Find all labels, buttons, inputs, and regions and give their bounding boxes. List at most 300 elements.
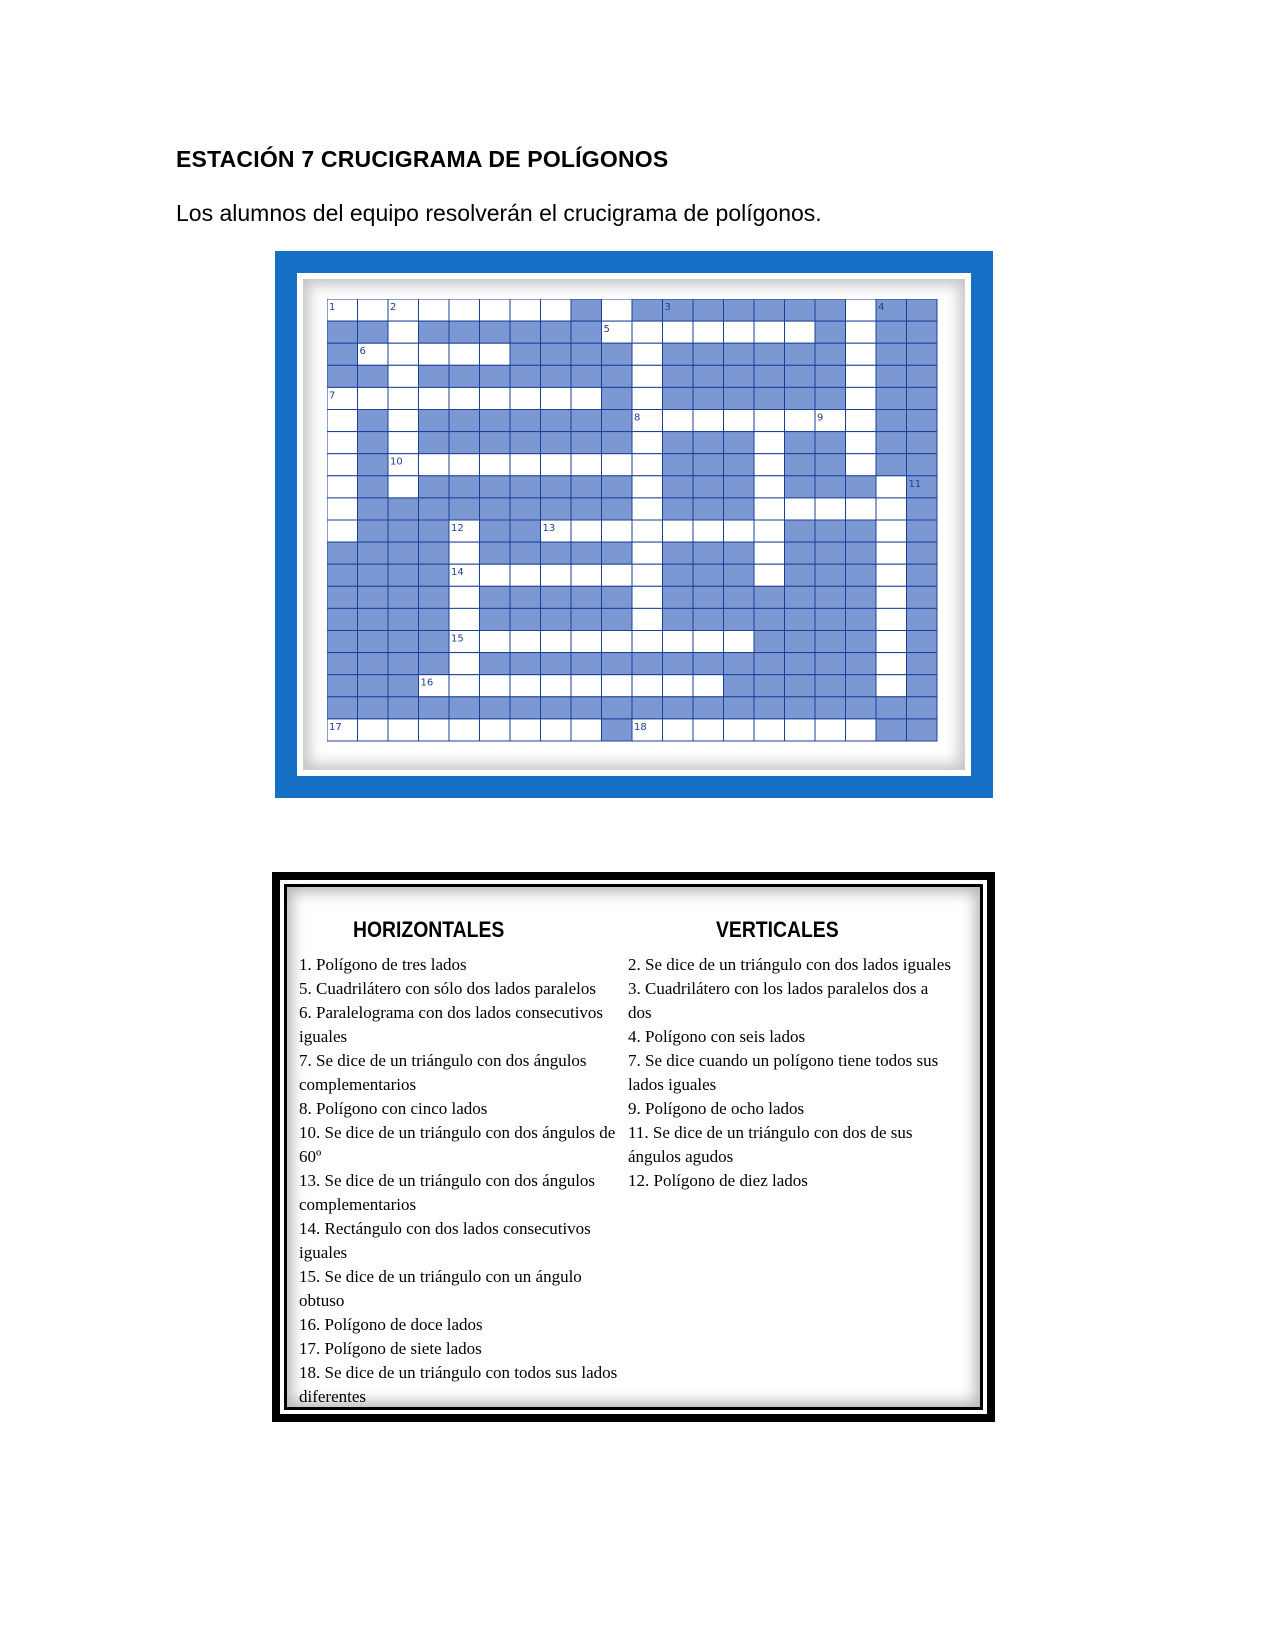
crossword-cell-open[interactable] xyxy=(754,432,785,454)
crossword-cell-block xyxy=(754,653,785,675)
crossword-cell-open[interactable] xyxy=(449,454,480,476)
crossword-cell-block xyxy=(754,675,785,697)
crossword-cell-open[interactable] xyxy=(632,586,663,608)
crossword-cell-block xyxy=(327,343,358,365)
crossword-cell-open[interactable] xyxy=(541,564,572,586)
crossword-cell-block xyxy=(571,586,602,608)
crossword-cell-open[interactable] xyxy=(754,564,785,586)
crossword-cell-open[interactable] xyxy=(510,564,541,586)
crossword-cell-block xyxy=(815,299,846,321)
crossword-cell-block xyxy=(754,697,785,719)
clue-line: 9. Polígono de ocho lados xyxy=(628,1099,805,1118)
crossword-cell-open[interactable] xyxy=(602,299,633,321)
crossword-cell-open[interactable] xyxy=(785,719,816,741)
clue-number: 2 xyxy=(390,302,397,313)
crossword-cell-open[interactable] xyxy=(510,299,541,321)
crossword-cell-block xyxy=(327,697,358,719)
crossword-cell-open[interactable] xyxy=(846,299,877,321)
crossword-cell-open[interactable] xyxy=(571,454,602,476)
crossword-cell-open[interactable] xyxy=(815,498,846,520)
crossword-cell-open[interactable] xyxy=(876,675,907,697)
crossword-cell-block xyxy=(541,542,572,564)
crossword-cell-open[interactable] xyxy=(388,321,419,343)
crossword-cell-block xyxy=(693,343,724,365)
crossword-cell-block xyxy=(846,697,877,719)
crossword-cell-open[interactable] xyxy=(419,454,450,476)
crossword-cell-open[interactable] xyxy=(846,321,877,343)
crossword-cell-block xyxy=(388,653,419,675)
horizontal-heading: HORIZONTALES xyxy=(353,917,505,942)
crossword-cell-open[interactable] xyxy=(632,365,663,387)
crossword-cell-block xyxy=(571,432,602,454)
crossword-cell-block xyxy=(480,432,511,454)
crossword-cell-block xyxy=(663,653,694,675)
crossword-cell-block xyxy=(876,719,907,741)
crossword-cell-block xyxy=(571,542,602,564)
crossword-cell-open[interactable] xyxy=(541,454,572,476)
crossword-cell-block xyxy=(419,410,450,432)
clue-line: 16. Polígono de doce lados xyxy=(299,1315,483,1334)
crossword-cell-block xyxy=(388,697,419,719)
crossword-cell-open[interactable] xyxy=(663,719,694,741)
crossword-cell-block xyxy=(724,697,755,719)
crossword-cell-block xyxy=(480,321,511,343)
crossword-cell-open[interactable] xyxy=(693,410,724,432)
crossword-cell-block xyxy=(388,564,419,586)
crossword-cell-open[interactable] xyxy=(541,387,572,409)
horizontal-clues xyxy=(299,953,629,1409)
crossword-cell-open[interactable] xyxy=(632,520,663,542)
crossword-cell-open[interactable] xyxy=(632,675,663,697)
crossword-cell-block xyxy=(388,586,419,608)
clue-number: 6 xyxy=(359,346,366,358)
crossword-cell-open[interactable] xyxy=(541,719,572,741)
crossword-cell-block xyxy=(602,365,633,387)
crossword-cell-block xyxy=(907,697,938,719)
crossword-cell-block xyxy=(419,653,450,675)
crossword-cell-block xyxy=(571,697,602,719)
crossword-cell-open[interactable] xyxy=(876,520,907,542)
crossword-cell-open[interactable] xyxy=(571,631,602,653)
clue-line: 14. Rectángulo con dos lados consecutivos xyxy=(299,1219,591,1238)
crossword-cell-block xyxy=(724,586,755,608)
crossword-cell-block xyxy=(907,675,938,697)
crossword-cell-open[interactable] xyxy=(846,343,877,365)
crossword-cell-open[interactable] xyxy=(754,321,785,343)
crossword-cell-open[interactable] xyxy=(327,476,358,498)
clue-number: 17 xyxy=(329,721,342,733)
crossword-cell-block xyxy=(876,454,907,476)
crossword-cell-open[interactable] xyxy=(846,719,877,741)
crossword-cell-open[interactable] xyxy=(449,675,480,697)
crossword-cell-block xyxy=(510,365,541,387)
clue-line: 5. Cuadrilátero con sólo dos lados paralelos xyxy=(299,979,596,998)
crossword-cell-block xyxy=(907,631,938,653)
clue-number: 16 xyxy=(420,677,434,689)
crossword-cell-block xyxy=(419,542,450,564)
crossword-cell-block xyxy=(876,365,907,387)
crossword-cell-open[interactable] xyxy=(785,498,816,520)
crossword-cell-open[interactable] xyxy=(602,675,633,697)
crossword-cell-block xyxy=(785,653,816,675)
crossword-cell-block xyxy=(449,365,480,387)
crossword-cell-block xyxy=(785,675,816,697)
crossword-cell-open[interactable] xyxy=(541,631,572,653)
crossword-cell-block xyxy=(480,476,511,498)
clue-line: 11. Se dice de un triángulo con dos de sus xyxy=(628,1123,913,1142)
crossword-cell-open[interactable] xyxy=(632,321,663,343)
crossword-cell-open[interactable] xyxy=(632,631,663,653)
crossword-cell-block xyxy=(449,498,480,520)
crossword-cell-block xyxy=(876,343,907,365)
crossword-cell-open[interactable] xyxy=(876,564,907,586)
crossword-cell-open[interactable] xyxy=(449,608,480,630)
crossword-cell-open[interactable] xyxy=(754,454,785,476)
crossword-cell-open[interactable] xyxy=(785,410,816,432)
crossword-cell-open[interactable] xyxy=(388,432,419,454)
crossword-cell-block xyxy=(663,586,694,608)
crossword-cell-block xyxy=(907,343,938,365)
crossword-cell-block xyxy=(846,520,877,542)
crossword-cell-open[interactable] xyxy=(846,410,877,432)
crossword-cell-open[interactable] xyxy=(419,299,450,321)
crossword-cell-block xyxy=(541,608,572,630)
crossword-cell-block xyxy=(907,299,938,321)
crossword-cell-block xyxy=(907,365,938,387)
crossword-cell-block xyxy=(724,542,755,564)
crossword-cell-open[interactable] xyxy=(602,631,633,653)
clue-line: iguales xyxy=(299,1027,348,1046)
crossword-cell-open[interactable] xyxy=(480,299,511,321)
crossword-cell-block xyxy=(510,432,541,454)
crossword-cell-open[interactable] xyxy=(693,675,724,697)
crossword-cell-block xyxy=(724,498,755,520)
crossword-cell-block xyxy=(785,365,816,387)
crossword-cell-open[interactable] xyxy=(724,410,755,432)
crossword-cell-block xyxy=(846,631,877,653)
crossword-cell-block xyxy=(358,675,389,697)
crossword-cell-block xyxy=(480,586,511,608)
crossword-cell-block xyxy=(724,675,755,697)
crossword-cell-open[interactable] xyxy=(693,719,724,741)
crossword-cell-open[interactable] xyxy=(449,343,480,365)
crossword-cell-open[interactable] xyxy=(754,410,785,432)
crossword-cell-block xyxy=(449,321,480,343)
crossword-cell-open[interactable] xyxy=(327,410,358,432)
clue-number: 7 xyxy=(329,390,336,402)
crossword-cell-open[interactable] xyxy=(510,675,541,697)
crossword-cell-block xyxy=(815,520,846,542)
crossword-cell-open[interactable] xyxy=(724,631,755,653)
crossword-cell-block xyxy=(815,542,846,564)
crossword-cell-block xyxy=(754,299,785,321)
crossword-cell-open[interactable] xyxy=(846,365,877,387)
crossword-cell-open[interactable] xyxy=(571,719,602,741)
crossword-cell-block xyxy=(419,608,450,630)
crossword-cell-open[interactable] xyxy=(419,719,450,741)
crossword-cell-open[interactable] xyxy=(663,631,694,653)
crossword-cell-block xyxy=(815,586,846,608)
crossword-cell-open[interactable] xyxy=(846,454,877,476)
crossword-cell-open[interactable] xyxy=(449,586,480,608)
crossword-cell-block xyxy=(571,653,602,675)
crossword-cell-open[interactable] xyxy=(876,586,907,608)
crossword-cell-open[interactable] xyxy=(388,387,419,409)
crossword-cell-open[interactable] xyxy=(876,608,907,630)
crossword-cell-block xyxy=(541,697,572,719)
clue-line: iguales xyxy=(299,1243,348,1262)
crossword-cell-block xyxy=(693,542,724,564)
crossword-cell-block xyxy=(876,697,907,719)
crossword-cell-block xyxy=(785,454,816,476)
crossword-cell-open[interactable] xyxy=(724,520,755,542)
crossword-cell-block xyxy=(571,321,602,343)
clue-line: ángulos agudos xyxy=(628,1147,734,1166)
crossword-cell-block xyxy=(693,387,724,409)
crossword-cell-open[interactable] xyxy=(876,476,907,498)
crossword-cell-open[interactable] xyxy=(876,542,907,564)
crossword-cell-open[interactable] xyxy=(449,542,480,564)
crossword-cell-open[interactable] xyxy=(449,719,480,741)
crossword-cell-block xyxy=(602,719,633,741)
crossword-cell-open[interactable] xyxy=(785,321,816,343)
crossword-cell-block xyxy=(358,697,389,719)
crossword-cell-open[interactable] xyxy=(571,520,602,542)
crossword-cell-block xyxy=(419,564,450,586)
crossword-cell-block xyxy=(663,608,694,630)
crossword-cell-block xyxy=(693,365,724,387)
crossword-cell-open[interactable] xyxy=(510,454,541,476)
crossword-cell-open[interactable] xyxy=(327,432,358,454)
crossword-cell-block xyxy=(724,653,755,675)
clue-line: diferentes xyxy=(299,1387,367,1406)
crossword-cell-block xyxy=(785,586,816,608)
clue-line: obtuso xyxy=(299,1291,345,1310)
crossword-cell-block xyxy=(693,454,724,476)
crossword-cell-block xyxy=(876,321,907,343)
crossword-cell-block xyxy=(480,520,511,542)
crossword-cell-open[interactable] xyxy=(693,321,724,343)
crossword-cell-block xyxy=(541,365,572,387)
crossword-cell-block xyxy=(785,542,816,564)
crossword-cell-block xyxy=(815,653,846,675)
crossword-cell-block xyxy=(632,299,663,321)
crossword-cell-open[interactable] xyxy=(571,564,602,586)
crossword-cell-open[interactable] xyxy=(449,299,480,321)
crossword-cell-block xyxy=(876,432,907,454)
crossword-cell-open[interactable] xyxy=(632,542,663,564)
clue-line: dos xyxy=(628,1003,652,1022)
crossword-cell-open[interactable] xyxy=(663,520,694,542)
crossword-cell-block xyxy=(724,564,755,586)
crossword-cell-open[interactable] xyxy=(419,343,450,365)
crossword-cell-open[interactable] xyxy=(541,675,572,697)
crossword-cell-block xyxy=(480,653,511,675)
crossword-cell-block xyxy=(480,697,511,719)
crossword-cell-block xyxy=(510,608,541,630)
crossword-cell-open[interactable] xyxy=(846,432,877,454)
crossword-cell-open[interactable] xyxy=(602,454,633,476)
clue-number: 8 xyxy=(634,412,641,424)
crossword-cell-open[interactable] xyxy=(358,719,389,741)
crossword-cell-open[interactable] xyxy=(480,719,511,741)
crossword-cell-open[interactable] xyxy=(876,653,907,675)
crossword-cell-open[interactable] xyxy=(388,476,419,498)
crossword-cell-open[interactable] xyxy=(571,675,602,697)
crossword-cell-open[interactable] xyxy=(449,387,480,409)
crossword-cell-open[interactable] xyxy=(480,343,511,365)
crossword-cell-open[interactable] xyxy=(724,719,755,741)
crossword-cell-open[interactable] xyxy=(632,387,663,409)
crossword-cell-block xyxy=(388,631,419,653)
crossword-cell-block xyxy=(876,387,907,409)
crossword-cell-open[interactable] xyxy=(510,631,541,653)
crossword-cell-block xyxy=(358,542,389,564)
crossword-cell-open[interactable] xyxy=(602,520,633,542)
clue-line: complementarios xyxy=(299,1195,417,1214)
crossword-cell-block xyxy=(815,387,846,409)
page-title: ESTACIÓN 7 CRUCIGRAMA DE POLÍGONOS xyxy=(176,146,669,172)
crossword-cell-open[interactable] xyxy=(388,719,419,741)
crossword-cell-block xyxy=(846,542,877,564)
crossword-cell-open[interactable] xyxy=(663,321,694,343)
crossword-cell-block xyxy=(785,608,816,630)
crossword-cell-block xyxy=(541,321,572,343)
crossword-cell-open[interactable] xyxy=(358,299,389,321)
clue-line: 6. Paralelograma con dos lados consecutivos xyxy=(299,1003,604,1022)
clue-number: 13 xyxy=(542,523,556,534)
crossword-cell-open[interactable] xyxy=(327,454,358,476)
crossword-cell-block xyxy=(815,608,846,630)
crossword-cell-block xyxy=(358,410,389,432)
crossword-cell-block xyxy=(541,432,572,454)
crossword-cell-block xyxy=(480,608,511,630)
crossword-cell-open[interactable] xyxy=(693,520,724,542)
crossword-cell-block xyxy=(663,564,694,586)
crossword-cell-open[interactable] xyxy=(480,675,511,697)
crossword-cell-open[interactable] xyxy=(754,542,785,564)
crossword-cell-open[interactable] xyxy=(480,387,511,409)
crossword-cell-open[interactable] xyxy=(602,564,633,586)
crossword-cell-block xyxy=(358,653,389,675)
crossword-cell-open[interactable] xyxy=(449,653,480,675)
crossword-cell-open[interactable] xyxy=(754,520,785,542)
crossword-cell-open[interactable] xyxy=(663,675,694,697)
crossword-cell-block xyxy=(815,454,846,476)
crossword-cell-block xyxy=(419,520,450,542)
crossword-cell-block xyxy=(510,542,541,564)
crossword-cell-open[interactable] xyxy=(327,520,358,542)
clue-number: 5 xyxy=(603,324,610,336)
crossword-cell-block xyxy=(663,498,694,520)
crossword-cell-block xyxy=(327,653,358,675)
crossword-cell-open[interactable] xyxy=(632,454,663,476)
crossword-cell-block xyxy=(602,432,633,454)
clue-line: 8. Polígono con cinco lados xyxy=(299,1099,488,1118)
clue-number: 15 xyxy=(451,633,464,645)
crossword-cell-block xyxy=(602,387,633,409)
crossword-cell-block xyxy=(327,564,358,586)
crossword-cell-block xyxy=(815,432,846,454)
crossword-cell-open[interactable] xyxy=(388,410,419,432)
crossword-cell-open[interactable] xyxy=(876,498,907,520)
crossword-cell-block xyxy=(358,365,389,387)
crossword-cell-block xyxy=(419,586,450,608)
crossword-cell-block xyxy=(541,653,572,675)
crossword-cell-open[interactable] xyxy=(693,631,724,653)
crossword-cell-block xyxy=(907,432,938,454)
crossword-cell-open[interactable] xyxy=(388,365,419,387)
crossword-cell-open[interactable] xyxy=(876,631,907,653)
crossword-cell-block xyxy=(815,343,846,365)
crossword-cell-block xyxy=(541,498,572,520)
crossword-cell-open[interactable] xyxy=(632,564,663,586)
crossword-cell-block xyxy=(510,586,541,608)
crossword-cell-block xyxy=(907,608,938,630)
crossword-cell-open[interactable] xyxy=(846,387,877,409)
clues-box xyxy=(272,872,995,1422)
crossword-cell-open[interactable] xyxy=(846,498,877,520)
crossword-cell-open[interactable] xyxy=(571,387,602,409)
clue-number: 1 xyxy=(329,302,336,313)
crossword-cell-open[interactable] xyxy=(632,608,663,630)
crossword-cell-open[interactable] xyxy=(510,719,541,741)
crossword-cell-block xyxy=(419,631,450,653)
crossword-cell-open[interactable] xyxy=(510,387,541,409)
crossword-cell-open[interactable] xyxy=(632,343,663,365)
crossword-cell-open[interactable] xyxy=(480,564,511,586)
crossword-cell-block xyxy=(785,564,816,586)
clue-number: 3 xyxy=(664,302,671,313)
crossword-cell-open[interactable] xyxy=(754,719,785,741)
crossword-cell-open[interactable] xyxy=(419,387,450,409)
crossword-cell-block xyxy=(907,586,938,608)
crossword-cell-open[interactable] xyxy=(480,454,511,476)
crossword-cell-open[interactable] xyxy=(663,410,694,432)
clue-number: 12 xyxy=(451,523,464,534)
crossword-cell-open[interactable] xyxy=(327,498,358,520)
crossword-cell-block xyxy=(541,343,572,365)
crossword-cell-block xyxy=(785,432,816,454)
crossword-cell-open[interactable] xyxy=(754,476,785,498)
crossword-cell-block xyxy=(388,675,419,697)
crossword-cell-block xyxy=(510,520,541,542)
crossword-cell-block xyxy=(358,321,389,343)
crossword-cell-open[interactable] xyxy=(632,476,663,498)
crossword-cell-open[interactable] xyxy=(480,631,511,653)
crossword-cell-open[interactable] xyxy=(815,719,846,741)
clue-line: 18. Se dice de un triángulo con todos sus lados xyxy=(299,1363,618,1382)
crossword-cell-block xyxy=(480,498,511,520)
crossword-cell-block xyxy=(663,343,694,365)
crossword-cell-block xyxy=(327,586,358,608)
crossword-cell-block xyxy=(602,498,633,520)
crossword-cell-open[interactable] xyxy=(754,498,785,520)
crossword-cell-open[interactable] xyxy=(358,387,389,409)
crossword-cell-open[interactable] xyxy=(724,321,755,343)
crossword-cell-block xyxy=(846,608,877,630)
crossword-cell-block xyxy=(480,365,511,387)
clue-number: 14 xyxy=(451,567,464,579)
crossword-cell-block xyxy=(632,653,663,675)
crossword-cell-open[interactable] xyxy=(541,299,572,321)
crossword-cell-open[interactable] xyxy=(632,498,663,520)
crossword-cell-block xyxy=(388,542,419,564)
crossword-cell-block xyxy=(388,608,419,630)
crossword-cell-open[interactable] xyxy=(388,343,419,365)
crossword-cell-open[interactable] xyxy=(632,432,663,454)
crossword-cell-block xyxy=(571,365,602,387)
